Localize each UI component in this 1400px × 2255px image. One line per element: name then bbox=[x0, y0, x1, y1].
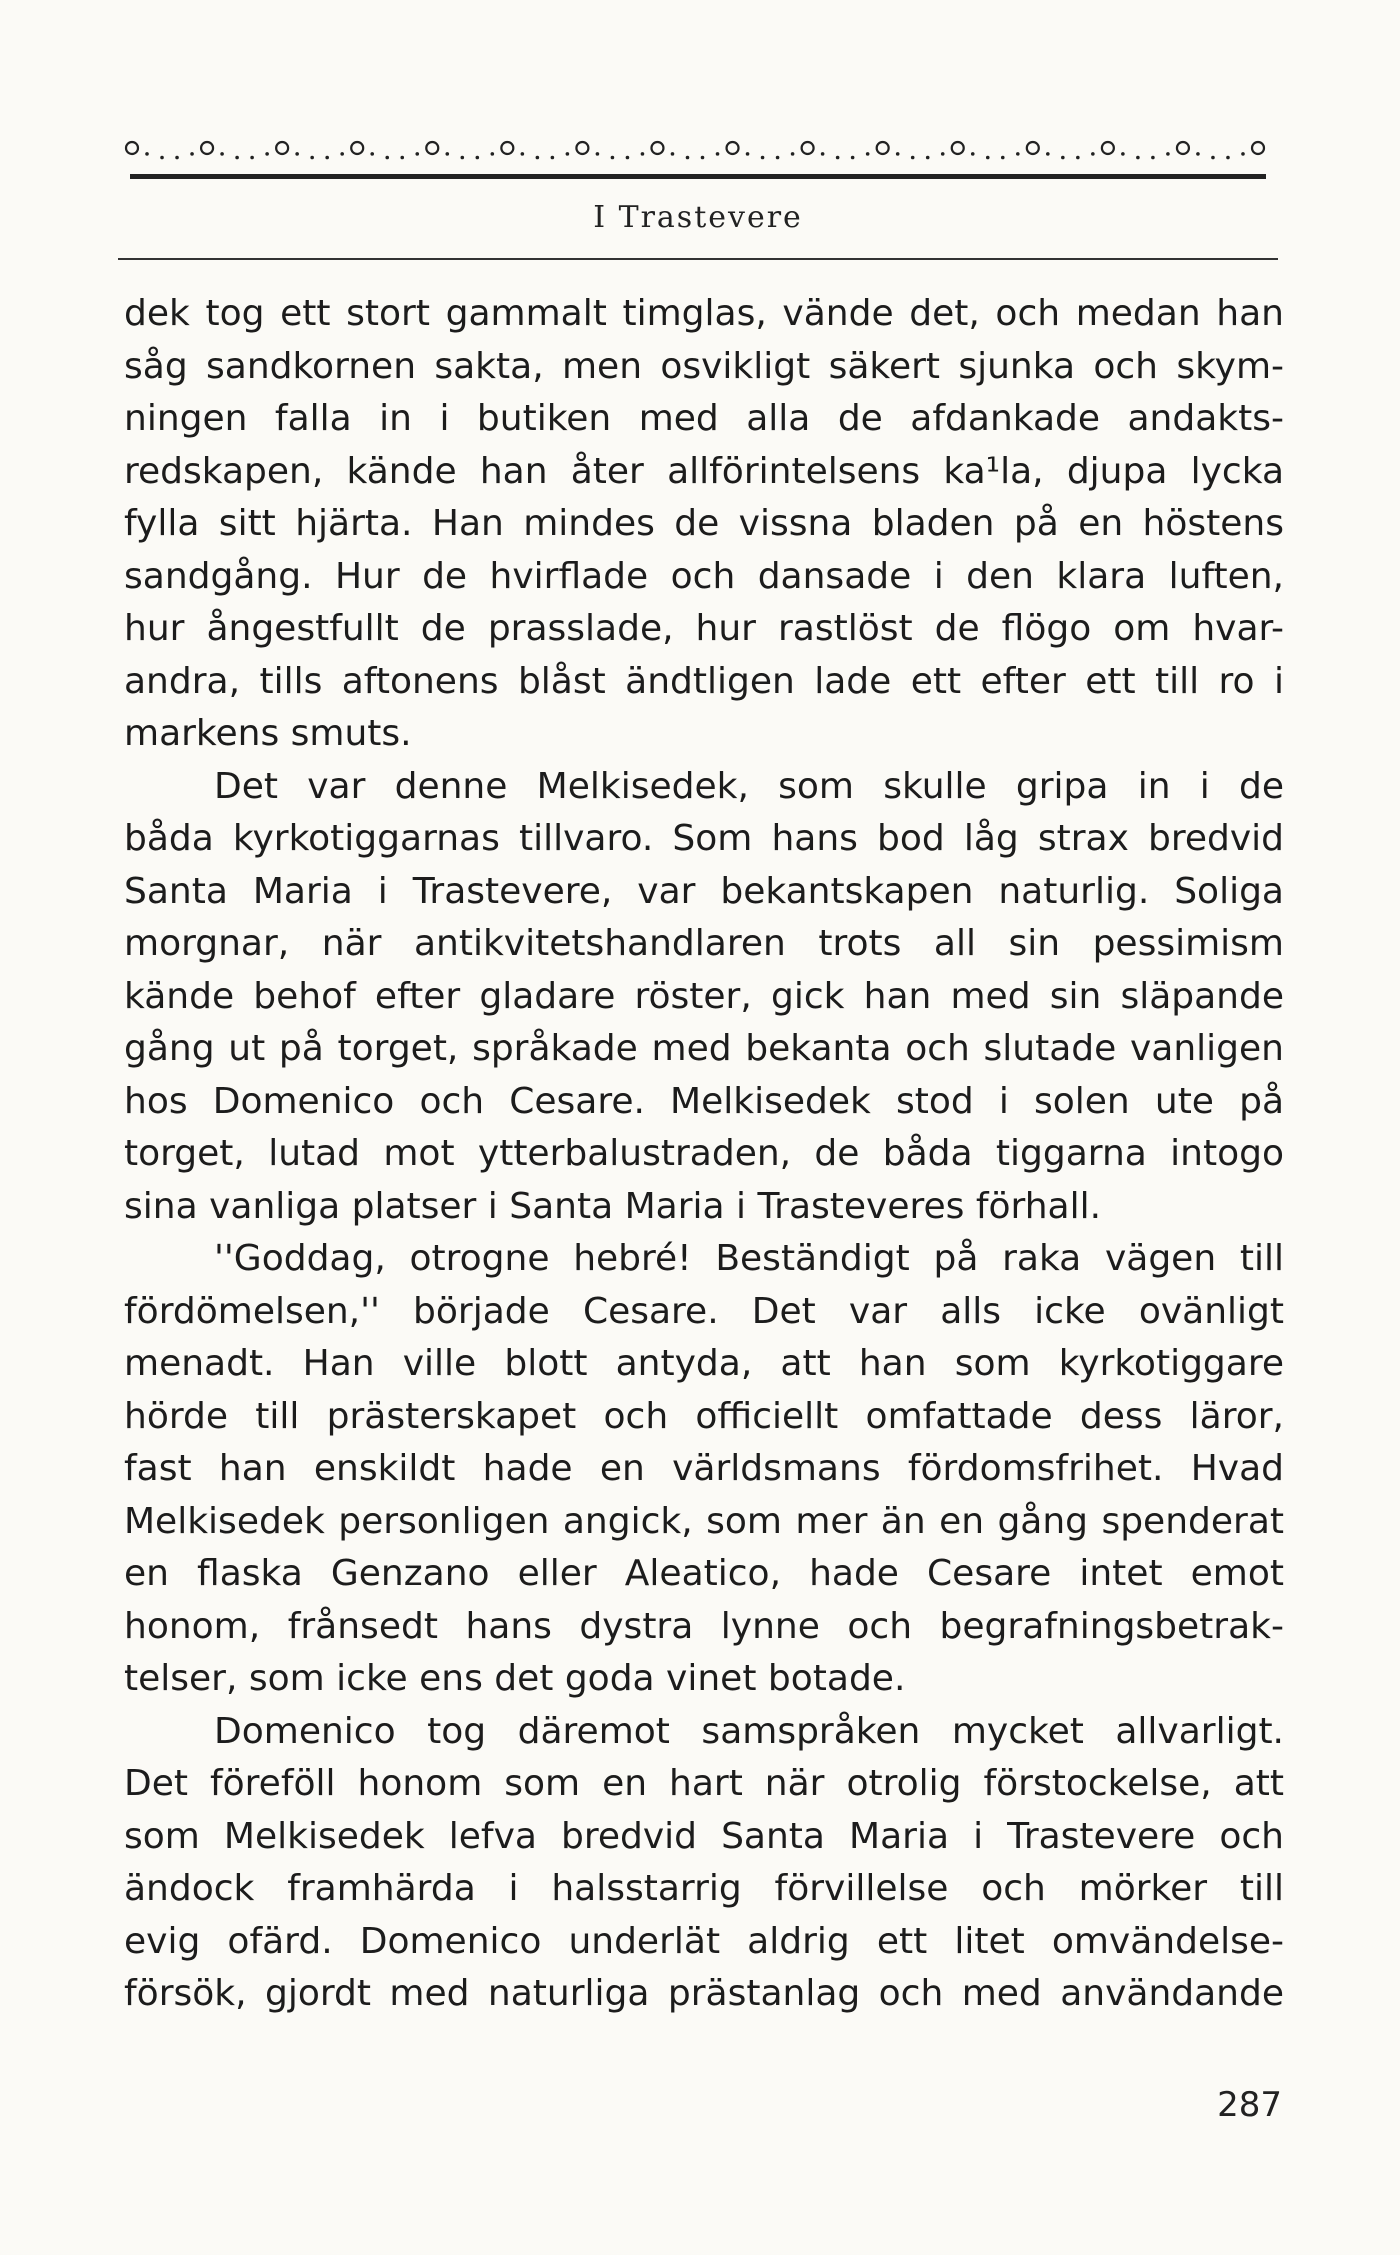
ornament-dot bbox=[1091, 152, 1095, 156]
ornament-dot bbox=[310, 156, 314, 160]
text-line: morgnar, när antikvitetshandlaren trots all sin pessimism bbox=[124, 923, 1284, 964]
ornament-dot bbox=[551, 156, 555, 160]
ornament-dot bbox=[1226, 156, 1230, 160]
ornament-dot bbox=[611, 156, 615, 160]
ornament-dot bbox=[1136, 156, 1140, 160]
text-line: fylla sitt hjärta. Han mindes de vissna bladen på en höstens bbox=[124, 503, 1284, 544]
ornament-ring bbox=[1177, 142, 1189, 154]
ornament-dot bbox=[160, 156, 164, 160]
ornament-dot bbox=[836, 156, 840, 160]
ornament-ring bbox=[276, 142, 288, 154]
ornament-dot bbox=[325, 156, 329, 160]
ornament-dot bbox=[671, 152, 675, 156]
ornament-dot bbox=[761, 156, 765, 160]
ornament-dot bbox=[235, 156, 239, 160]
ornament-dot bbox=[1196, 152, 1200, 156]
ornament-dot bbox=[626, 156, 630, 160]
text-line: en flaska Genzano eller Aleatico, hade Cesare intet emot bbox=[124, 1553, 1284, 1594]
ornament-dot bbox=[491, 152, 495, 156]
ornament-dot bbox=[400, 156, 404, 160]
text-line: Santa Maria i Trastevere, var bekantskapen naturlig. Soliga bbox=[124, 870, 1284, 912]
text-line: såg sandkornen sakta, men osvikligt säkert sjunka och skym- bbox=[124, 345, 1284, 387]
ornament-ring bbox=[351, 142, 363, 154]
ornament-dot bbox=[1061, 156, 1065, 160]
ornament-dot bbox=[791, 152, 795, 156]
ornament-ring bbox=[877, 142, 889, 154]
ornament-ring bbox=[426, 142, 438, 154]
text-line: hur ångestfullt de prasslade, hur rastlöst de flögo om hvar- bbox=[124, 608, 1284, 649]
decorative-header-ornament bbox=[118, 118, 1278, 198]
ornament-dot bbox=[986, 156, 990, 160]
ornament-dot bbox=[821, 152, 825, 156]
text-line: honom, frånsedt hans dystra lynne och begrafningsbetrak- bbox=[124, 1605, 1284, 1647]
text-line: evig ofärd. Domenico underlät aldrig ett litet omvändelse- bbox=[124, 1920, 1284, 1962]
text-line: gång ut på torget, språkade med bekanta och slutade vanligen bbox=[124, 1028, 1284, 1069]
text-line: fördömelsen,'' började Cesare. Det var alls icke ovänligt bbox=[124, 1290, 1284, 1332]
ornament-dot bbox=[1001, 156, 1005, 160]
ornament-dot bbox=[1016, 152, 1020, 156]
text-line: Domenico tog däremot samspråken mycket allvarligt. bbox=[214, 1710, 1284, 1752]
ornament-dot bbox=[265, 152, 269, 156]
ornament-dot bbox=[1166, 152, 1170, 156]
text-line: hörde till prästerskapet och officiellt omfattade dess läror, bbox=[124, 1395, 1284, 1437]
ornament-ring bbox=[201, 142, 213, 154]
text-line: markens smuts. bbox=[124, 713, 412, 754]
ornament-ring bbox=[576, 142, 588, 154]
text-line: Melkisedek personligen angick, som mer än en gång spenderat bbox=[124, 1500, 1284, 1542]
text-line: Det föreföll honom som en hart när otrolig förstockelse, att bbox=[124, 1763, 1284, 1804]
text-line: menadt. Han ville blott antyda, att han som kyrkotiggare bbox=[124, 1343, 1284, 1384]
ornament-dot bbox=[521, 152, 525, 156]
text-line: kände behof efter gladare röster, gick han med sin släpande bbox=[124, 975, 1284, 1017]
ornament-dot bbox=[370, 152, 374, 156]
ornament-dot bbox=[1046, 152, 1050, 156]
text-line: försök, gjordt med naturliga prästanlag och med användande bbox=[124, 1973, 1284, 2014]
ornament-dot bbox=[445, 152, 449, 156]
text-line: redskapen, kände han åter allförintelsens ka¹la, djupa lycka bbox=[124, 450, 1284, 492]
text-line: ningen falla in i butiken med alla de afdankade andakts- bbox=[124, 398, 1284, 439]
text-line: torget, lutad mot ytterbalustraden, de båda tiggarna intogo bbox=[124, 1133, 1284, 1174]
ornament-dot bbox=[851, 156, 855, 160]
ornament-dot bbox=[415, 152, 419, 156]
ornament-dot bbox=[896, 152, 900, 156]
text-line: dek tog ett stort gammalt timglas, vände det, och medan han bbox=[124, 293, 1284, 334]
ornament-ring bbox=[802, 142, 814, 154]
text-line: båda kyrkotiggarnas tillvaro. Som hans bod låg strax bredvid bbox=[124, 818, 1284, 859]
ornament-dot bbox=[476, 156, 480, 160]
ornament-dot bbox=[295, 152, 299, 156]
ornament-dot bbox=[641, 152, 645, 156]
ornament-ring bbox=[952, 142, 964, 154]
ornament-dot bbox=[385, 156, 389, 160]
ornament-dot bbox=[926, 156, 930, 160]
ornament-dot bbox=[866, 152, 870, 156]
ornament-dot bbox=[145, 152, 149, 156]
ornament-dot bbox=[1151, 156, 1155, 160]
text-line: Det var denne Melkisedek, som skulle gripa in i de bbox=[214, 765, 1284, 807]
ornament-dot bbox=[971, 152, 975, 156]
ornament-ring bbox=[727, 142, 739, 154]
text-line: telser, som icke ens det goda vinet botade. bbox=[124, 1658, 906, 1699]
ornament-dot bbox=[596, 152, 600, 156]
body-text bbox=[124, 288, 1284, 2021]
header-rule bbox=[118, 258, 1278, 260]
ornament-dot bbox=[746, 152, 750, 156]
ornament-dot bbox=[686, 156, 690, 160]
ornament-ring bbox=[651, 142, 663, 154]
text-line: sina vanliga platser i Santa Maria i Trasteveres förhall. bbox=[124, 1185, 1102, 1227]
ornament-ring bbox=[501, 142, 513, 154]
text-line: som Melkisedek lefva bredvid Santa Maria i Trastevere och bbox=[124, 1815, 1284, 1857]
ornament-dot bbox=[1211, 156, 1215, 160]
page-number: 287 bbox=[1217, 2085, 1282, 2125]
ornament-dot bbox=[716, 152, 720, 156]
ornament-dot bbox=[941, 152, 945, 156]
text-line: sandgång. Hur de hvirflade och dansade i den klara luften, bbox=[124, 555, 1284, 597]
text-line: fast han enskildt hade en världsmans fördomsfrihet. Hvad bbox=[124, 1448, 1284, 1489]
text-line: ändock framhärda i halsstarrig förvillelse och mörker till bbox=[124, 1868, 1284, 1909]
ornament-dot bbox=[1076, 156, 1080, 160]
ornament-dot bbox=[566, 152, 570, 156]
running-head: I Trastevere bbox=[593, 200, 803, 235]
ornament-dot bbox=[536, 156, 540, 160]
ornament-dot bbox=[701, 156, 705, 160]
text-line: ''Goddag, otrogne hebré! Beständigt på raka vägen till bbox=[214, 1238, 1284, 1279]
ornament-ring bbox=[1102, 142, 1114, 154]
ornament-dot bbox=[250, 156, 254, 160]
ornament-ring bbox=[126, 142, 138, 154]
ornament-dot bbox=[190, 152, 194, 156]
ornament-dot bbox=[1121, 152, 1125, 156]
ornament-dot bbox=[460, 156, 464, 160]
ornament-dot bbox=[776, 156, 780, 160]
ornament-dot bbox=[340, 152, 344, 156]
ornament-dot bbox=[1241, 152, 1245, 156]
ornament-dot bbox=[911, 156, 915, 160]
text-line: hos Domenico och Cesare. Melkisedek stod i solen ute på bbox=[124, 1080, 1284, 1122]
text-line: andra, tills aftonens blåst ändtligen lade ett efter ett till ro i bbox=[124, 660, 1284, 702]
ornament-ring bbox=[1252, 142, 1264, 154]
ornament-dot bbox=[220, 152, 224, 156]
ornament-ring bbox=[1027, 142, 1039, 154]
ornament-dot bbox=[175, 156, 179, 160]
